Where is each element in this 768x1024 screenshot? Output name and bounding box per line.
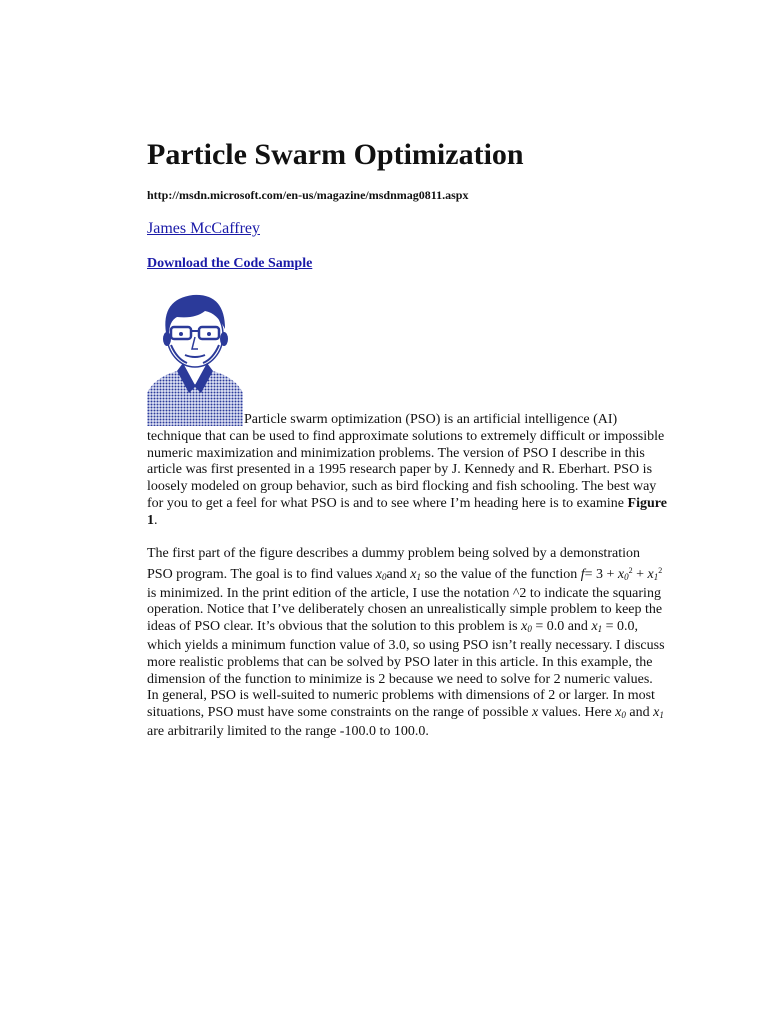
figure-reference: Figure 1	[147, 495, 667, 528]
author-link[interactable]: James McCaffrey	[147, 220, 260, 237]
author-portrait	[147, 289, 243, 426]
article-title: Particle Swarm Optimization	[147, 138, 524, 171]
intro-paragraph: Particle swarm optimization (PSO) is an artificial intelligence (AI) technique that can be used to find approximate solutions to extremely difficult or impossible numeric maximization and minimization problems. The version of PSO I describe in this article was first presented in a 1995 research paper by J. Kennedy and R. Eberhart. PSO is loosely modeled on group behavior, such as bird flocking and fish schooling. The best way for you to get a feel for what PSO is and to see where I’m heading here is to examine Figure 1.	[147, 412, 667, 528]
source-url[interactable]: http://msdn.microsoft.com/en-us/magazine/msdnmag0811.aspx	[147, 188, 469, 202]
download-code-link[interactable]: Download the Code Sample	[147, 256, 313, 271]
problem-paragraph: The first part of the figure describes a dummy problem being solved by a demonstration PSO program. The goal is to find values $x_0and$ $x_1$ so the value of the function $f= 3 + x_0^2 + x_1^2$ is minimized. In the print edition of the article, I use the notation ^2 to indicate the squaring operation. Notice that I’ve deliberately chosen an unrealistically simple problem to keep the ideas of PSO clear. It’s obvious that the solution to this problem is $x_0 = 0.0$ and $x_1 = 0.0$, which yields a minimum function value of 3.0, so using PSO isn’t really necessary. I discuss more realistic problems that can be solved by PSO later in this article. In this example, the dimension of the function to minimize is 2 because we need to solve for 2 numeric values. In general, PSO is well-suited to numeric problems with dimensions of 2 or larger. In most situations, PSO must have some constraints on the range of possible x values. Here $x_0$ and $x_1$ are arbitrarily limited to the range -100.0 to 100.0.	[147, 546, 665, 739]
